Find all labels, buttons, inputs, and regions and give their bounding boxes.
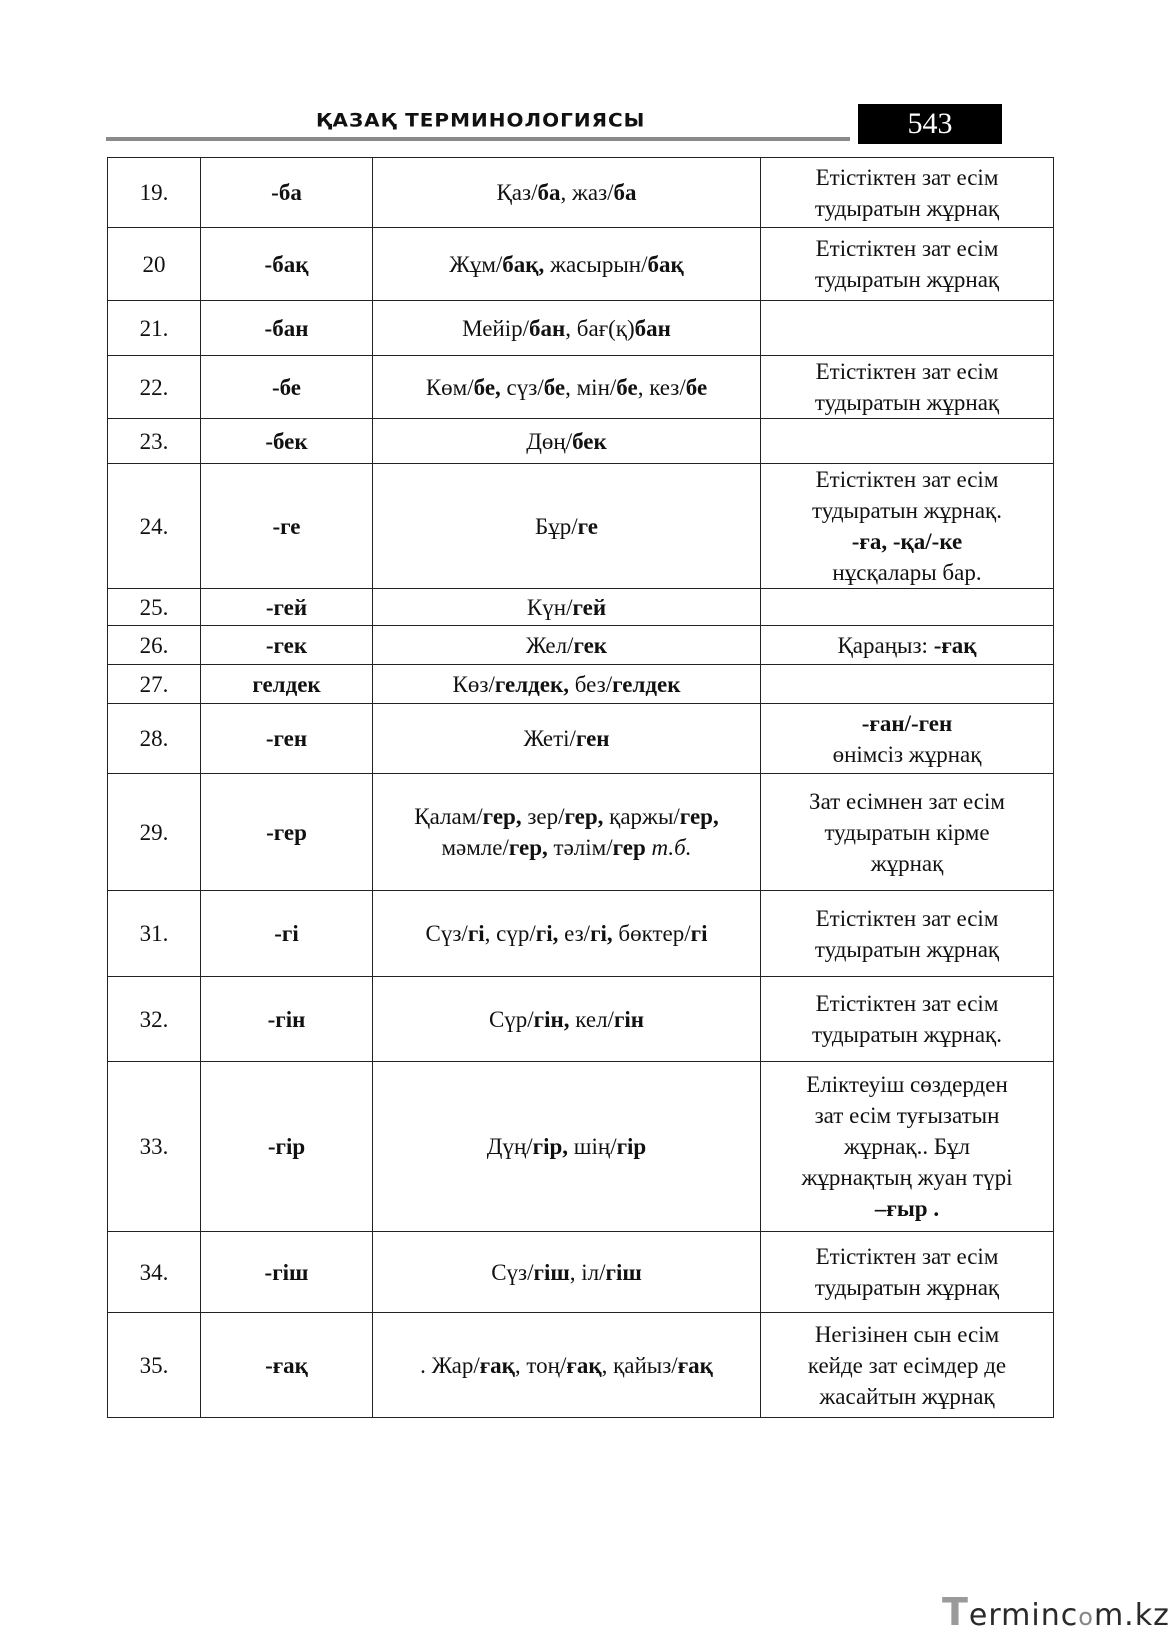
suffix-table <box>107 157 1054 1418</box>
text-segment: Қараңыз: <box>837 632 934 658</box>
table-row <box>108 228 1054 301</box>
logo-o: o <box>1078 1603 1094 1631</box>
text-segment: ба <box>613 180 637 205</box>
table-row <box>108 891 1054 977</box>
example-cell <box>373 228 761 301</box>
example-cell <box>373 419 761 464</box>
logo-tail: m.kz <box>1093 1598 1170 1633</box>
text-segment: . Жар/ <box>420 1352 480 1378</box>
note-line <box>767 557 1047 588</box>
text-segment: Бұр/ <box>535 513 578 539</box>
suffix-cell: -бе <box>201 356 373 419</box>
text-segment: Жұм/ <box>449 251 503 277</box>
note-line <box>767 233 1047 264</box>
note-line <box>767 1019 1047 1050</box>
suffix-cell: -бан <box>201 301 373 356</box>
note-line <box>767 1069 1047 1100</box>
text-segment: ғақ <box>566 1352 602 1378</box>
text-segment: тудыратын жұрнақ <box>814 267 1000 292</box>
example-cell <box>373 774 761 891</box>
text-segment: гі <box>467 921 485 946</box>
text-segment: , жаз/ <box>560 180 614 205</box>
suffix-cell: -гір <box>201 1062 373 1232</box>
table-row <box>108 774 1054 891</box>
table-row <box>108 704 1054 774</box>
note-line <box>767 356 1047 387</box>
text-segment: мәмле/ <box>441 835 509 860</box>
suffix-cell: -гіш <box>201 1232 373 1313</box>
text-segment: Дүң/ <box>486 1134 533 1159</box>
text-segment: Етістіктен зат есім <box>815 991 999 1016</box>
text-segment: гір, <box>532 1134 569 1159</box>
text-segment: Етістіктен зат есім <box>815 1244 999 1269</box>
row-number: 33. <box>108 1062 201 1232</box>
text-segment: гін <box>613 1006 645 1032</box>
text-segment: өнімсіз жұрнақ <box>832 741 982 767</box>
text-segment: гі <box>690 921 708 946</box>
example-line <box>379 832 754 863</box>
page-number: 543 <box>858 104 1002 144</box>
table-row <box>108 665 1054 704</box>
note-line <box>767 1241 1047 1272</box>
text-segment: Сүз/ <box>425 921 468 946</box>
note-cell <box>761 1313 1054 1418</box>
text-segment: ез/ <box>558 921 591 946</box>
row-number: 35. <box>108 1313 201 1418</box>
text-segment: жұрнақтың жуан түрі <box>801 1165 1013 1190</box>
text-segment: кейде зат есімдер де <box>807 1352 1007 1378</box>
text-segment: бақ, <box>502 251 545 277</box>
table-row <box>108 356 1054 419</box>
suffix-cell: -гей <box>201 589 373 626</box>
suffix-cell: -ген <box>201 704 373 774</box>
table-row <box>108 626 1054 665</box>
text-segment: Қаз/ <box>496 180 538 205</box>
text-segment: гір <box>616 1134 647 1159</box>
text-segment: гер, <box>564 804 604 829</box>
suffix-cell: -ге <box>201 464 373 589</box>
note-cell <box>761 158 1054 228</box>
note-line <box>767 786 1047 817</box>
note-line <box>767 1193 1047 1224</box>
text-segment: сүз/ <box>500 374 544 400</box>
text-segment: Қалам/ <box>414 804 483 829</box>
note-cell <box>761 419 1054 464</box>
suffix-cell: -гін <box>201 977 373 1062</box>
example-cell <box>373 665 761 704</box>
example-cell <box>373 158 761 228</box>
text-segment: гіш <box>605 1259 642 1285</box>
text-segment: Сүз/ <box>491 1259 534 1285</box>
header-rule <box>106 137 850 141</box>
example-cell <box>373 891 761 977</box>
text-segment: жұрнақ <box>870 850 944 876</box>
text-segment: гей <box>572 594 607 620</box>
text-segment: гек <box>573 632 608 658</box>
note-line <box>767 903 1047 934</box>
text-segment: тудыратын жұрнақ <box>814 1275 1000 1300</box>
text-segment: бе <box>543 374 566 400</box>
text-segment: , сүр/ <box>484 921 536 946</box>
note-line <box>767 739 1047 770</box>
note-cell <box>761 704 1054 774</box>
row-number: 29. <box>108 774 201 891</box>
note-line <box>767 1100 1047 1131</box>
text-segment: шің/ <box>568 1134 617 1159</box>
suffix-cell: -ба <box>201 158 373 228</box>
example-cell <box>373 1313 761 1418</box>
text-segment: ге <box>577 513 598 539</box>
row-number: 25. <box>108 589 201 626</box>
text-segment: , қайыз/ <box>601 1352 678 1378</box>
note-cell <box>761 1232 1054 1313</box>
table-row <box>108 158 1054 228</box>
text-segment: жұрнақ.. Бұл <box>843 1134 971 1159</box>
example-cell <box>373 626 761 665</box>
text-segment: тудыратын жұрнақ <box>814 195 1000 221</box>
suffix-cell: -бек <box>201 419 373 464</box>
note-cell <box>761 774 1054 891</box>
note-line <box>767 708 1047 739</box>
text-segment: жасырын/ <box>544 251 648 277</box>
text-segment: зер/ <box>521 804 565 829</box>
table-row <box>108 589 1054 626</box>
text-segment: гіш <box>533 1259 570 1285</box>
text-segment: тудыратын жұрнақ. <box>812 498 1002 523</box>
text-segment: , мін/ <box>565 374 617 400</box>
text-segment: тудыратын жұрнақ <box>814 390 1000 415</box>
termincom-logo <box>942 1590 1170 1634</box>
note-line <box>767 848 1047 879</box>
running-title: ҚАЗАҚ ТЕРМИНОЛОГИЯСЫ <box>316 108 646 132</box>
example-cell <box>373 977 761 1062</box>
text-segment: Күн/ <box>526 594 573 620</box>
text-segment: , тоң/ <box>514 1352 567 1378</box>
text-segment: , іл/ <box>569 1259 606 1285</box>
text-segment: Етістіктен зат есім <box>815 467 999 492</box>
logo-t: T <box>942 1590 969 1634</box>
table-row <box>108 1313 1054 1418</box>
text-segment: гер, <box>679 804 719 829</box>
note-line <box>767 193 1047 224</box>
text-segment: Мейір/ <box>462 315 530 341</box>
text-segment: -ғақ <box>933 632 977 658</box>
note-line <box>767 1131 1047 1162</box>
text-segment: -ған/-ген <box>861 710 953 736</box>
text-segment: ғақ <box>677 1352 713 1378</box>
example-cell <box>373 704 761 774</box>
text-segment: тудыратын кірме <box>824 819 990 845</box>
text-segment: Етістіктен зат есім <box>815 236 999 261</box>
logo-text: erminc <box>968 1598 1079 1633</box>
note-line <box>767 1350 1047 1381</box>
note-line <box>767 1272 1047 1303</box>
text-segment: , кез/ <box>637 374 686 400</box>
text-segment: ба <box>537 180 561 205</box>
row-number: 26. <box>108 626 201 665</box>
text-segment: гер, <box>482 804 522 829</box>
table-row <box>108 419 1054 464</box>
note-line <box>767 162 1047 193</box>
table-row <box>108 1232 1054 1313</box>
note-line <box>767 988 1047 1019</box>
note-line <box>767 464 1047 495</box>
note-line <box>767 1319 1047 1350</box>
example-cell <box>373 356 761 419</box>
row-number: 23. <box>108 419 201 464</box>
note-cell <box>761 301 1054 356</box>
table-row <box>108 301 1054 356</box>
text-segment: бек <box>572 428 607 454</box>
text-segment: бе <box>685 374 708 400</box>
table-row <box>108 977 1054 1062</box>
text-segment: гі, <box>590 921 613 946</box>
text-segment: тәлім/ <box>547 835 613 860</box>
suffix-cell: -гер <box>201 774 373 891</box>
text-segment: Етістіктен зат есім <box>815 905 999 931</box>
text-segment: гін, <box>533 1006 570 1032</box>
note-line <box>767 817 1047 848</box>
row-number: 34. <box>108 1232 201 1313</box>
example-line <box>379 801 754 832</box>
text-segment: гелдек, <box>494 671 569 697</box>
text-segment: гер, <box>508 835 548 860</box>
text-segment: Етістіктен зат есім <box>815 164 999 190</box>
text-segment: -ға, -қа/-ке <box>851 529 963 554</box>
text-segment: гер <box>612 835 646 860</box>
text-segment: бан <box>529 315 566 341</box>
row-number: 24. <box>108 464 201 589</box>
text-segment: тудыратын жұрнақ. <box>812 1022 1002 1047</box>
page-header <box>106 104 1002 146</box>
text-segment: Еліктеуіш сөздерден <box>806 1072 1008 1097</box>
row-number: 19. <box>108 158 201 228</box>
text-segment: жасайтын жұрнақ <box>819 1383 995 1409</box>
text-segment: бөктер/ <box>612 921 691 946</box>
note-cell <box>761 589 1054 626</box>
row-number: 21. <box>108 301 201 356</box>
table-row <box>108 464 1054 589</box>
example-cell <box>373 1062 761 1232</box>
text-segment: ғақ <box>479 1352 515 1378</box>
text-segment: Жел/ <box>525 632 574 658</box>
text-segment: Көм/ <box>425 374 474 400</box>
text-segment: зат есім туғызатын <box>814 1103 1000 1128</box>
note-line <box>767 264 1047 295</box>
note-cell <box>761 1062 1054 1232</box>
note-line <box>767 526 1047 557</box>
note-line <box>767 934 1047 965</box>
text-segment: бе, <box>473 374 501 400</box>
note-line <box>767 630 1047 661</box>
example-cell <box>373 589 761 626</box>
text-segment: бақ <box>647 251 684 277</box>
example-cell <box>373 1232 761 1313</box>
text-segment: нұсқалары бар. <box>832 560 982 585</box>
suffix-cell: -гі <box>201 891 373 977</box>
example-cell <box>373 464 761 589</box>
note-cell <box>761 356 1054 419</box>
text-segment: без/ <box>568 671 613 697</box>
note-cell <box>761 891 1054 977</box>
suffix-cell: -ғақ <box>201 1313 373 1418</box>
text-segment: Негізінен сын есім <box>814 1321 1000 1347</box>
text-segment: Етістіктен зат есім <box>815 359 999 384</box>
suffix-cell: -бақ <box>201 228 373 301</box>
text-segment: Көз/ <box>452 671 495 697</box>
note-cell <box>761 464 1054 589</box>
row-number: 32. <box>108 977 201 1062</box>
text-segment: бе <box>616 374 638 400</box>
note-cell <box>761 626 1054 665</box>
row-number: 22. <box>108 356 201 419</box>
row-number: 28. <box>108 704 201 774</box>
example-cell <box>373 301 761 356</box>
text-segment: Жеті/ <box>523 726 576 751</box>
text-segment: кел/ <box>569 1006 614 1032</box>
note-line <box>767 495 1047 526</box>
note-cell <box>761 977 1054 1062</box>
text-segment: бан <box>634 315 671 341</box>
suffix-cell: -гек <box>201 626 373 665</box>
text-segment: Сүр/ <box>488 1006 534 1032</box>
text-segment: гі, <box>535 921 559 946</box>
text-segment: гелдек <box>612 671 681 697</box>
text-segment: –ғыр . <box>874 1196 940 1221</box>
table-row <box>108 1062 1054 1232</box>
row-number: 31. <box>108 891 201 977</box>
text-segment: қаржы/ <box>603 804 680 829</box>
note-line <box>767 1162 1047 1193</box>
note-cell <box>761 665 1054 704</box>
text-segment: т.б. <box>651 835 692 860</box>
suffix-cell: гелдек <box>201 665 373 704</box>
text-segment: Дөң/ <box>526 428 573 454</box>
row-number: 27. <box>108 665 201 704</box>
note-cell <box>761 228 1054 301</box>
text-segment: ген <box>575 726 610 751</box>
note-line <box>767 387 1047 418</box>
row-number: 20 <box>108 228 201 301</box>
text-segment: , бағ(қ) <box>565 315 635 341</box>
note-line <box>767 1381 1047 1412</box>
text-segment: Зат есімнен зат есім <box>809 788 1005 814</box>
text-segment: тудыратын жұрнақ <box>814 936 1000 962</box>
